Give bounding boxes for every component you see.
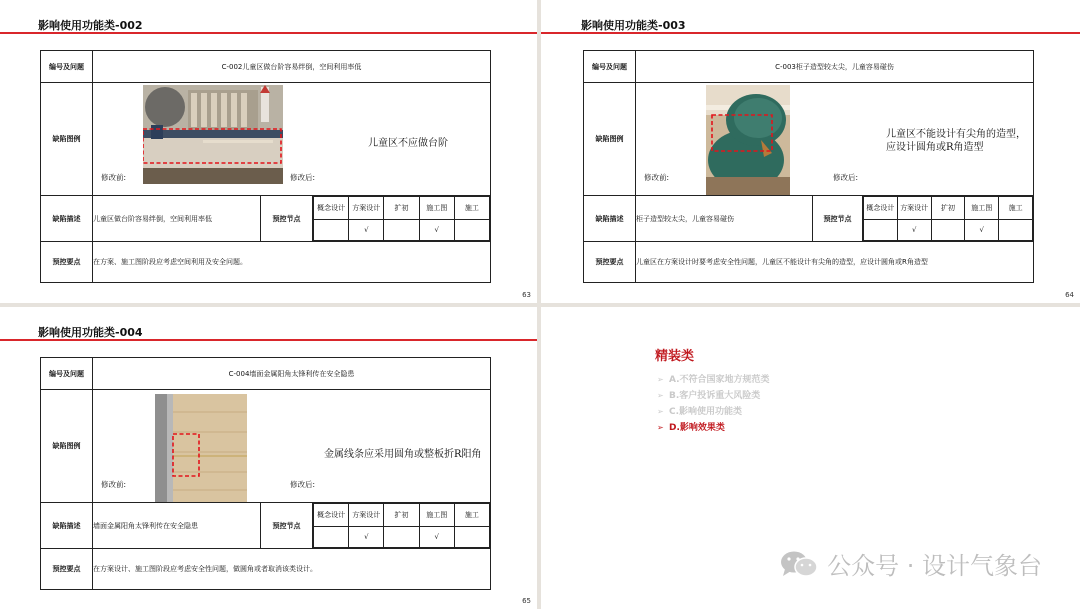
phase-scheme: 方案设计	[349, 197, 384, 220]
node-label: 预控节点	[261, 503, 313, 549]
slide-menu	[541, 307, 1080, 609]
defect-card	[40, 50, 491, 283]
fix-caption-line: 儿童区不能设计有尖角的造型，	[886, 129, 1026, 140]
phase-grid	[313, 503, 491, 549]
illustration-area	[636, 83, 1034, 196]
watermark	[779, 546, 1042, 581]
desc-label: 缺陷描述	[41, 503, 93, 549]
menu-item-label: B.客户投诉重大风险类	[669, 391, 761, 401]
arrow-icon: ➢	[657, 407, 664, 416]
arrow-icon: ➢	[657, 391, 664, 400]
code-label: 编号及问题	[41, 51, 93, 83]
fix-caption	[886, 128, 1026, 154]
slide-title: 影响使用功能类-002	[38, 19, 143, 32]
menu-item-a[interactable]	[657, 372, 770, 385]
illustration-label: 缺陷图例	[41, 390, 93, 503]
control-label: 预控要点	[41, 549, 93, 590]
slide-title: 影响使用功能类-004	[38, 326, 143, 339]
page-number: 64	[1065, 291, 1074, 299]
phase-concept: 概念设计	[314, 504, 349, 527]
slide-title: 影响使用功能类-003	[581, 19, 686, 32]
check-mark: √	[965, 220, 999, 241]
defect-card	[583, 50, 1034, 283]
issue-title: C-004墙面金属阳角太锋利传在安全隐患	[93, 358, 491, 390]
node-label: 预控节点	[813, 196, 863, 242]
defect-photo	[143, 85, 283, 184]
control-point: 在方案设计、施工图阶段应考虑安全性问题，做圆角或者取消该类设计。	[93, 549, 491, 590]
after-label: 修改后:	[290, 480, 316, 489]
illustration-area	[93, 83, 491, 196]
defect-description: 墙面金属阳角太锋利传在安全隐患	[93, 503, 261, 549]
code-label: 编号及问题	[41, 358, 93, 390]
phase-drawing: 施工图	[419, 504, 454, 527]
before-label: 修改前:	[644, 173, 670, 182]
menu-item-c[interactable]	[657, 404, 742, 417]
phase-construction: 施工	[454, 504, 489, 527]
phase-concept: 概念设计	[864, 197, 898, 220]
control-point: 在方案、施工图阶段应考虑空间利用及安全问题。	[93, 242, 491, 283]
issue-title: C-002儿童区做台阶容易绊倒，空间利用率低	[93, 51, 491, 83]
menu-item-label: A.不符合国家地方规范类	[669, 375, 770, 385]
watermark-text: 公众号 · 设计气象台	[827, 552, 1042, 580]
before-label: 修改前:	[101, 480, 127, 489]
control-label: 预控要点	[41, 242, 93, 283]
page-number: 65	[522, 597, 531, 605]
check-mark	[384, 220, 419, 241]
page-number: 63	[522, 291, 531, 299]
check-mark: √	[419, 527, 454, 548]
phase-scheme: 方案设计	[897, 197, 931, 220]
menu-title: 精装类	[655, 349, 695, 364]
slide-003	[541, 0, 1080, 303]
phase-drawing: 施工图	[965, 197, 999, 220]
phase-preliminary: 扩初	[384, 504, 419, 527]
before-label: 修改前:	[101, 173, 127, 182]
title-divider	[0, 339, 537, 341]
title-divider	[541, 32, 1080, 34]
check-mark	[454, 220, 489, 241]
menu-item-label: D.影响效果类	[669, 423, 725, 433]
node-label: 预控节点	[261, 196, 313, 242]
slide-004	[0, 307, 537, 609]
after-label: 修改后:	[290, 173, 316, 182]
desc-label: 缺陷描述	[584, 196, 636, 242]
check-mark	[864, 220, 898, 241]
desc-label: 缺陷描述	[41, 196, 93, 242]
fix-caption-line: 应设计圆角或R角造型	[886, 142, 984, 153]
phase-grid	[863, 196, 1034, 242]
check-mark	[384, 527, 419, 548]
defect-photo	[155, 394, 247, 502]
phase-concept: 概念设计	[314, 197, 349, 220]
fix-caption: 金属线条应采用圆角或整板折R阳角	[324, 449, 482, 460]
slide-002	[0, 0, 537, 303]
check-mark	[314, 220, 349, 241]
wechat-icon	[779, 549, 819, 579]
check-mark	[314, 527, 349, 548]
after-label: 修改后:	[833, 173, 859, 182]
phase-construction: 施工	[454, 197, 489, 220]
phase-preliminary: 扩初	[384, 197, 419, 220]
phase-drawing: 施工图	[419, 197, 454, 220]
arrow-icon: ➢	[657, 375, 664, 384]
check-mark: √	[897, 220, 931, 241]
illustration-label: 缺陷图例	[584, 83, 636, 196]
phase-construction: 施工	[999, 197, 1033, 220]
title-divider	[0, 32, 537, 34]
arrow-icon: ➢	[657, 423, 664, 432]
phase-scheme: 方案设计	[349, 504, 384, 527]
issue-title: C-003柜子造型较太尖，儿童容易碰伤	[636, 51, 1034, 83]
check-mark	[931, 220, 965, 241]
illustration-area	[93, 390, 491, 503]
illustration-label: 缺陷图例	[41, 83, 93, 196]
defect-description: 儿童区做台阶容易绊倒，空间利用率低	[93, 196, 261, 242]
menu-item-label: C.影响使用功能类	[669, 407, 743, 417]
check-mark: √	[349, 527, 384, 548]
phase-preliminary: 扩初	[931, 197, 965, 220]
phase-grid	[313, 196, 491, 242]
control-point: 儿童区在方案设计时要考虑安全性问题，儿童区不能设计有尖角的造型，应设计圆角或R角造型	[636, 242, 1034, 283]
defect-photo	[706, 85, 790, 195]
defect-description: 柜子造型较太尖，儿童容易碰伤	[636, 196, 813, 242]
check-mark	[999, 220, 1033, 241]
control-label: 预控要点	[584, 242, 636, 283]
fix-caption: 儿童区不应做台阶	[368, 138, 448, 149]
check-mark	[454, 527, 489, 548]
check-mark: √	[419, 220, 454, 241]
code-label: 编号及问题	[584, 51, 636, 83]
defect-card	[40, 357, 491, 590]
menu-item-d[interactable]	[657, 420, 725, 433]
check-mark: √	[349, 220, 384, 241]
menu-item-b[interactable]	[657, 388, 760, 401]
